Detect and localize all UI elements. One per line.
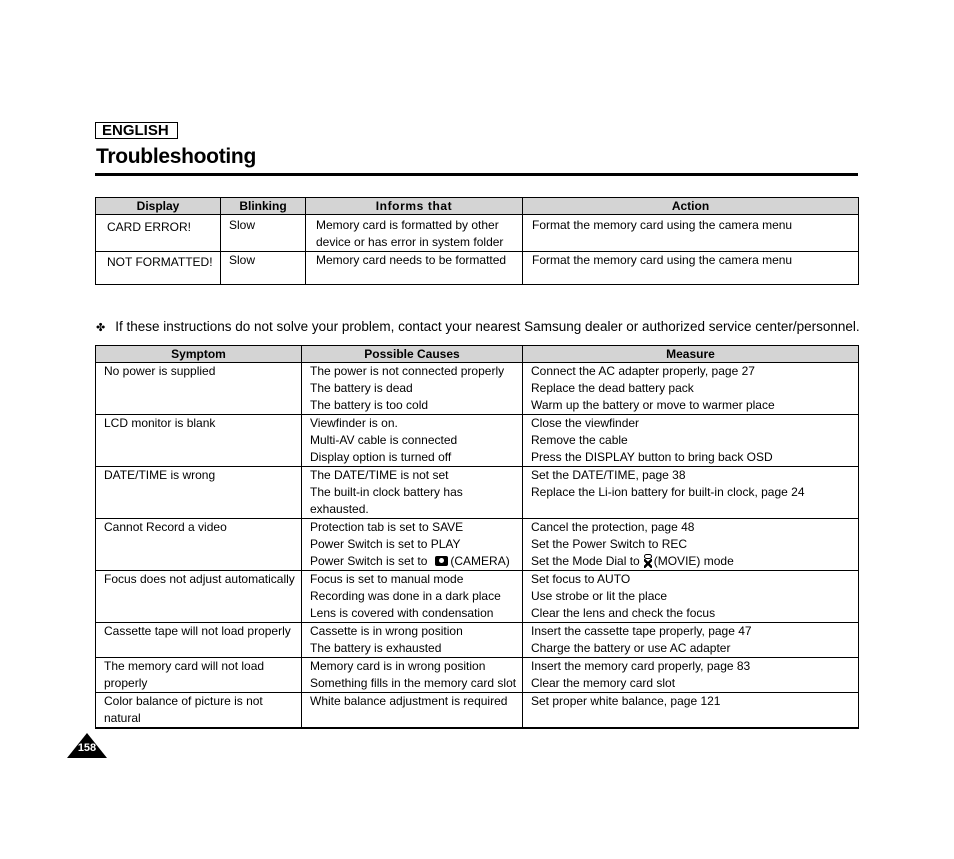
header-display: Display (96, 198, 221, 215)
camera-icon (435, 556, 448, 566)
display-cell: CARD ERROR! (96, 215, 221, 252)
informs-cell: Memory card needs to be formatted (306, 252, 523, 285)
symptom-cell: LCD monitor is blank (96, 415, 302, 467)
page-title: Troubleshooting (96, 145, 256, 168)
table-row (96, 623, 859, 658)
header-blinking: Blinking (221, 198, 306, 215)
measure-cell: Connect the AC adapter properly, page 27 Replace the dead battery pack Warm up the battery or move to warmer place (523, 363, 859, 415)
table-row (96, 467, 859, 519)
header-symptom: Symptom (96, 346, 302, 363)
header-causes: Possible Causes (302, 346, 523, 363)
measure-cell: Set proper white balance, page 121 (523, 693, 859, 729)
symptom-cell: DATE/TIME is wrong (96, 467, 302, 519)
symptom-cell: Cannot Record a video (96, 519, 302, 571)
header-action: Action (523, 198, 859, 215)
blinking-cell: Slow (221, 252, 306, 285)
symptom-cell: Color balance of picture is not natural (96, 693, 302, 729)
measure-cell: Set focus to AUTO Use strobe or lit the place Clear the lens and check the focus (523, 571, 859, 623)
title-rule (95, 173, 858, 176)
table-row (96, 693, 859, 729)
symptom-cell: The memory card will not load properly (96, 658, 302, 693)
header-measure: Measure (523, 346, 859, 363)
symptom-cell: No power is supplied (96, 363, 302, 415)
causes-cell: The power is not connected properly The battery is dead The battery is too cold (302, 363, 523, 415)
table-row (96, 415, 859, 467)
measure-cell: Cancel the protection, page 48 Set the Power Switch to REC Set the Mode Dial to (MOVIE) mode (523, 519, 859, 571)
page-number-badge (67, 733, 107, 759)
causes-cell: Memory card is in wrong position Something fills in the memory card slot (302, 658, 523, 693)
symptom-cell: Focus does not adjust automatically (96, 571, 302, 623)
informs-cell: Memory card is formatted by other device or has error in system folder (306, 215, 523, 252)
action-cell: Format the memory card using the camera menu (523, 252, 859, 285)
symptom-table (95, 345, 859, 729)
table-row (96, 363, 859, 415)
display-table (95, 197, 859, 285)
causes-cell: The DATE/TIME is not set The built-in clock battery has exhausted. (302, 467, 523, 519)
measure-cell: Close the viewfinder Remove the cable Press the DISPLAY button to bring back OSD (523, 415, 859, 467)
causes-cell: Protection tab is set to SAVE Power Switch is set to PLAY Power Switch is set to (CAMERA) (302, 519, 523, 571)
measure-cell: Set the DATE/TIME, page 38 Replace the Li-ion battery for built-in clock, page 24 (523, 467, 859, 519)
measure-cell: Insert the memory card properly, page 83 Clear the memory card slot (523, 658, 859, 693)
causes-cell: Focus is set to manual mode Recording was done in a dark place Lens is covered with condensation (302, 571, 523, 623)
table-row (96, 571, 859, 623)
table-row (96, 252, 859, 285)
action-cell: Format the memory card using the camera menu (523, 215, 859, 252)
causes-cell: Cassette is in wrong position The battery is exhausted (302, 623, 523, 658)
table-row (96, 658, 859, 693)
table-row (96, 215, 859, 252)
bullet-icon: ✤ (96, 322, 106, 334)
note-text: If these instructions do not solve your problem, contact your nearest Samsung dealer or authorized service center/personnel. (115, 319, 860, 334)
measure-cell: Insert the cassette tape properly, page 47 Charge the battery or use AC adapter (523, 623, 859, 658)
page-number: 158 (77, 742, 97, 754)
display-cell: NOT FORMATTED! (96, 252, 221, 285)
blinking-cell: Slow (221, 215, 306, 252)
causes-cell: Viewfinder is on. Multi-AV cable is connected Display option is turned off (302, 415, 523, 467)
header-informs: Informs that (306, 198, 523, 215)
note (96, 319, 860, 334)
causes-cell: White balance adjustment is required (302, 693, 523, 729)
symptom-cell: Cassette tape will not load properly (96, 623, 302, 658)
movie-camera-icon (643, 554, 653, 568)
table-row (96, 519, 859, 571)
language-badge: ENGLISH (95, 122, 178, 139)
